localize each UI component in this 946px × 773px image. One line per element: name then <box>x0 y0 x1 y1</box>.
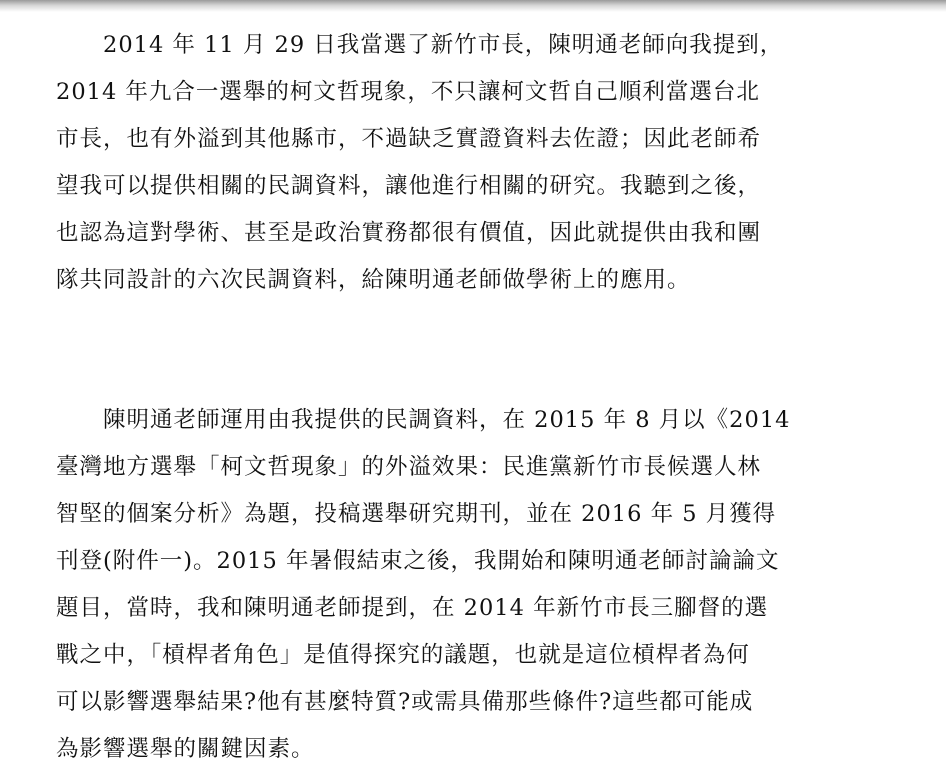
paragraph-line: 望我可以提供相關的民調資料，讓他進行相關的研究。我聽到之後， <box>56 173 762 199</box>
paragraph-line: 市長，也有外溢到其他縣市，不過缺乏實證資料去佐證；因此老師希 <box>56 126 762 152</box>
paragraph-line: 為影響選舉的關鍵因素。 <box>56 736 315 762</box>
page-top-shadow <box>0 0 946 12</box>
paragraph-line: 題目，當時，我和陳明通老師提到，在 2014 年新竹市長三腳督的選 <box>56 595 769 621</box>
paragraph-line: 可以影響選舉結果?他有甚麼特質?或需具備那些條件?這些都可能成 <box>56 689 754 715</box>
paragraph-line: 隊共同設計的六次民調資料，給陳明通老師做學術上的應用。 <box>56 267 691 293</box>
paragraph-spacer <box>56 351 856 397</box>
paragraph-1 <box>56 22 856 304</box>
paragraph-line: 刊登(附件一)。2015 年暑假結束之後，我開始和陳明通老師討論論文 <box>56 548 780 574</box>
paragraph-line: 2014 年 11 月 29 日我當選了新竹市長，陳明通老師向我提到， <box>103 32 784 58</box>
paragraph-line: 也認為這對學術、甚至是政治實務都很有價值，因此就提供由我和團 <box>56 220 762 246</box>
paragraph-2 <box>56 397 856 773</box>
paragraph-spacer <box>56 304 856 351</box>
document-body <box>56 22 856 773</box>
paragraph-line: 臺灣地方選舉「柯文哲現象」的外溢效果：民進黨新竹市長候選人林 <box>56 454 762 480</box>
paragraph-line: 陳明通老師運用由我提供的民調資料，在 2015 年 8 月以《2014 <box>103 407 791 433</box>
paragraph-line: 智堅的個案分析》為題，投稿選舉研究期刊，並在 2016 年 5 月獲得 <box>56 501 777 527</box>
paragraph-line: 戰之中，「槓桿者角色」是值得探究的議題，也就是這位槓桿者為何 <box>56 642 750 668</box>
paragraph-line: 2014 年九合一選舉的柯文哲現象，不只讓柯文哲自己順利當選台北 <box>56 79 760 105</box>
